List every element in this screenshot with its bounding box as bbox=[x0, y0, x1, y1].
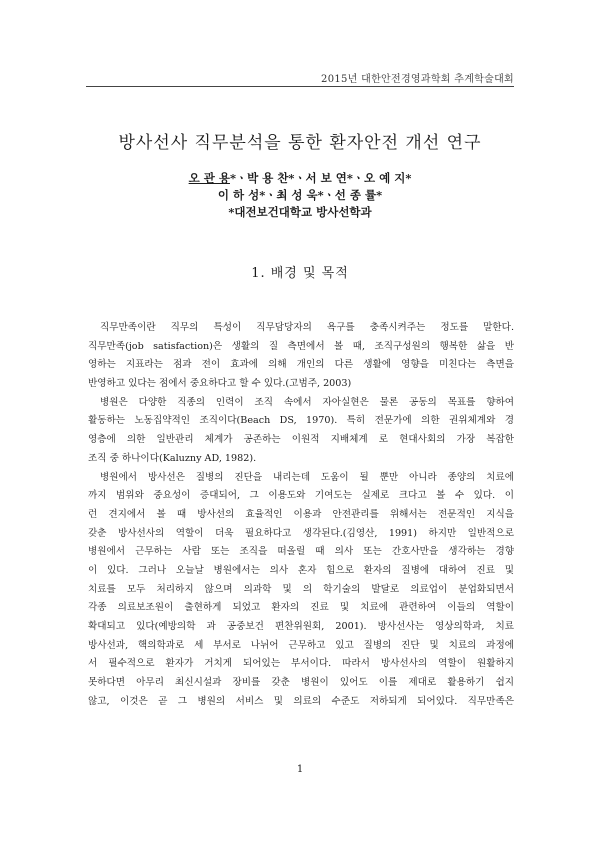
text-line: 못하다면 아무리 최신시설과 장비를 갖춘 병원이 있어도 이를 제대로 활용하기 쉽지 bbox=[88, 677, 514, 689]
text-line: 치료를 모두 처리하지 않으며 의과학 및 의 학기술의 발달로 의료업이 분업화되면서 bbox=[88, 583, 514, 595]
author-block bbox=[0, 170, 600, 221]
text-line: 각종 의료보조원이 출현하게 되었고 환자의 진료 및 치료에 관련하여 이들의 역할이 bbox=[88, 602, 514, 614]
affiliation: *대전보건대학교 방사선학과 bbox=[228, 205, 372, 219]
co-authors-1: *ㆍ박 용 찬*ㆍ서 보 연*ㆍ오 예 지* bbox=[229, 171, 412, 185]
text-line: 갖춘 방사선사의 역할이 더욱 필요하다고 생각된다.(김영산, 1991) 하지만 일반적으로 bbox=[88, 527, 514, 539]
conference-header: 2015년 대한안전경영과학회 추계학술대회 bbox=[321, 74, 514, 85]
text-line: 서 필수적으로 환자가 거치게 되어있는 부서이다. 따라서 방사선사의 역할이 원활하지 bbox=[88, 658, 514, 670]
header-rule bbox=[86, 86, 514, 87]
paper-title: 방사선사 직무분석을 통한 환자안전 개선 연구 bbox=[118, 133, 482, 153]
body-text bbox=[88, 319, 514, 711]
section-title: 1. 배경 및 목적 bbox=[251, 266, 349, 281]
text-line: 않고, 이것은 곧 그 병원의 서비스 및 의료의 수준도 저하되게 되어있다. 직무만족은 bbox=[88, 695, 514, 707]
text-line: 영층에 의한 일반관리 체계가 공존하는 이원적 지배체계 로 현대사회의 가장 복잡한 bbox=[88, 434, 514, 446]
text-line: 런 견지에서 볼 때 방사선의 효율적인 이용과 안전관리를 위해서는 전문적인 지식을 bbox=[88, 508, 514, 520]
text-line: 조직 중 하나이다(Kaluzny AD, 1982). bbox=[88, 452, 257, 464]
text-line: 반영하고 있다는 점에서 중요하다고 할 수 있다.(고범주, 2003) bbox=[88, 378, 352, 390]
text-line: 확대되고 있다(예방의학 과 공중보건 편찬위원회, 2001). 방사선사는 영상의학과, 치료 bbox=[88, 621, 514, 632]
text-line: 병원은 다양한 직종의 인력이 조직 속에서 자아실현은 물론 공동의 목표를 향하여 bbox=[100, 396, 514, 408]
text-line: 직무만족(job satisfaction)은 생활의 질 측면에서 볼 때, 조직구성원의 행복한 삶을 반 bbox=[88, 340, 514, 352]
page-number: 1 bbox=[296, 764, 304, 775]
author-line-2: 이 하 성*ㆍ최 성 욱*ㆍ선 종 률* bbox=[217, 188, 383, 202]
text-line: 방사선과, 핵의학과로 세 부서로 나뉘어 근무하고 있고 질병의 진단 및 치료의 과정에 bbox=[88, 639, 514, 651]
text-line: 활동하는 노동집약적인 조직이다(Beach DS, 1970). 특히 전문가에 의한 권위체계와 경 bbox=[88, 415, 514, 427]
first-author: 오 관 용 bbox=[188, 171, 230, 185]
text-line: 직무만족이란 직무의 특성이 직무담당자의 욕구를 충족시켜주는 정도를 말한다. bbox=[100, 322, 514, 333]
text-line: 까지 범위와 중요성이 증대되어, 그 이용도와 기여도는 실제로 크다고 볼 수 있다. 이 bbox=[88, 490, 514, 502]
text-line: 병원에서 방사선은 질병의 진단을 내리는데 도움이 될 뿐만 아니라 종양의 치료에 bbox=[100, 471, 514, 483]
text-line: 영하는 지표라는 점과 전이 효과에 의해 개인의 다른 생활에 영향을 미친다는 측면을 bbox=[88, 359, 514, 371]
text-line: 병원에서 근무하는 사람 또는 조직을 떠올릴 때 의사 또는 간호사만을 생각하는 경향 bbox=[88, 546, 514, 558]
text-line: 이 있다. 그러나 오늘날 병원에서는 의사 혼자 힘으로 환자의 질병에 대하여 진료 및 bbox=[88, 564, 514, 576]
author-line-1 bbox=[0, 170, 600, 187]
